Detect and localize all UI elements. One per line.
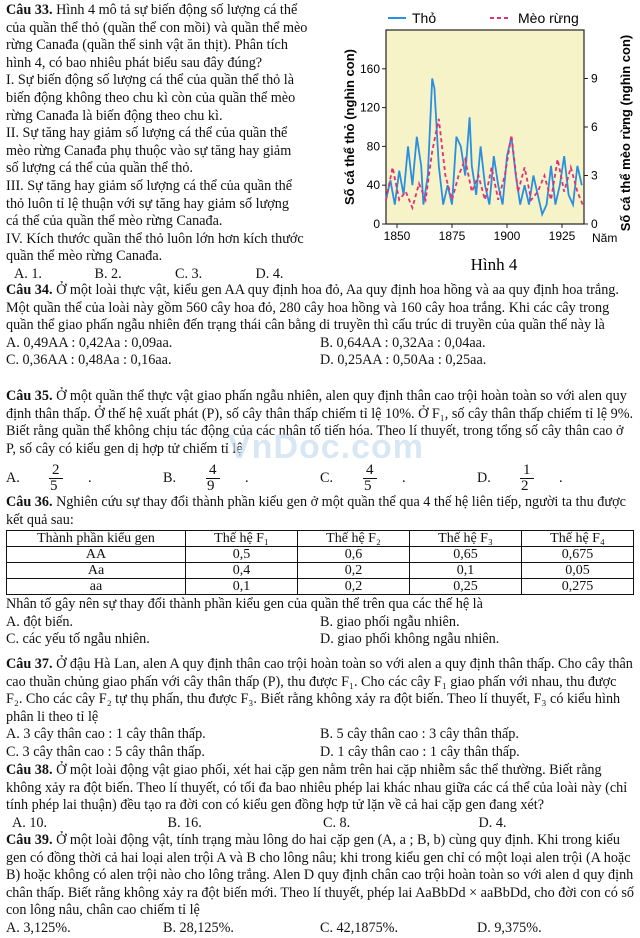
option-a: A. 10. (12, 814, 48, 831)
denominator: 2 (520, 477, 529, 494)
option-letter: C. (320, 469, 334, 486)
denominator: 5 (363, 477, 372, 494)
q36-options-row1 (6, 614, 634, 632)
denominator: 5 (49, 477, 58, 494)
q34-text: Ở một loài thực vật, kiểu gen AA quy định hoa đỏ, Aa quy định hoa hồng và aa quy định hoa trắng. Một quần thể của loài này gồm 560 cây hoa đỏ, 280 cây hoa hồng và 160 cây hoa trắng. Khi các cây trong quần thể giao phấn ngẫu nhiên đến trạng thái cân bằng di truyền thì cấu trúc di truyền của quần thể này là (6, 282, 619, 334)
option-a: A. đột biến. (6, 613, 73, 630)
q38-label: Câu 38. (6, 762, 53, 778)
option-d: D. 4. (478, 814, 507, 831)
table-header: Thế hệ F₂ (298, 531, 410, 547)
watermark: VnDoc.com (228, 428, 425, 466)
y-left-tick-label: 80 (366, 139, 380, 154)
q33-label: Câu 33. (6, 2, 53, 18)
y-left-tick-label: 0 (373, 217, 380, 231)
q33-line: IV. Kích thước quần thể thỏ luôn lớn hơn kích thước (6, 230, 304, 247)
q33-line: II. Sự tăng hay giảm số lượng cá thể của quần thể (6, 125, 288, 142)
question-34 (6, 282, 634, 370)
q33-line: của quần thể thỏ (quần thể con mồi) và quần thể mèo (6, 19, 308, 36)
genotype-table (6, 530, 634, 595)
q33-line: biến động không theo chu kì còn của quần thể mèo (6, 89, 296, 106)
table-cell: 0,25 (410, 579, 522, 595)
q37-label: Câu 37. (6, 656, 53, 672)
option-a: A. 3,125%. (6, 919, 71, 936)
table-row (7, 547, 634, 563)
option-b: B. 28,125%. (163, 919, 234, 936)
option-a: A. 1. (14, 265, 42, 282)
table-cell: 0,5 (186, 547, 298, 563)
q37-options-row2 (6, 744, 634, 762)
y-right-tick-label: 0 (591, 217, 598, 231)
q33-line: quần thể mèo rừng Canađa. (6, 248, 163, 265)
q39-label: Câu 39. (6, 832, 53, 848)
q39-text: Ở một loài động vật, tính trạng màu lông do hai cặp gen (A, a ; B, b) cùng quy định. Khi trong kiểu gen có đồng thời cả hai loại alen trội A và B cho lông nâu; khi trong kiểu gen chỉ có một loại alen trội (A hoặc B) hoặc không có alen trội nào cho lông trắng. Alen D quy định chân cao trội hoàn toàn so với alen d quy định chân thấp. Biết rằng không xảy ra đột biến mới. Theo lí thuyết, phép lai AaBbDd × aaBbDd, cho đời con có số con lông nâu, chân cao chiếm tỉ lệ (6, 832, 634, 919)
y-left-axis-label: Số cá thể thỏ (nghìn con) (342, 49, 357, 205)
option-c: C. 42,1875%. (320, 919, 399, 936)
q33-line: thỏ luôn tỉ lệ thuận với sự tăng hay giảm số lượng (6, 195, 289, 212)
question-39 (6, 832, 634, 938)
table-cell: 0,675 (522, 547, 634, 563)
table-header-row (7, 531, 634, 547)
q33-text: Hình 4 mô tả sự biến động số lượng cá thể (56, 2, 298, 18)
table-row (7, 579, 634, 595)
q38-text: Ở một loài động vật giao phối, xét hai cặp gen nằm trên hai cặp nhiễm sắc thể thường. Biết rằng không xảy ra đột biến. Theo lí thuyết, có tối đa bao nhiêu phép lai khác nhau giữa các cá thể của loài này (chỉ tính phép lai thuận) đều tạo ra đời con có kiểu gen đồng hợp tử lặn về cả hai cặp gen đang xét? (6, 762, 628, 814)
q35-label: Câu 35. (6, 388, 53, 404)
q33-line: III. Sự tăng hay giảm số lượng cá thể của quần thể (6, 177, 293, 194)
q33-line: rừng Canađa là biến động theo chu kì. (6, 107, 223, 124)
table-cell: 0,275 (522, 579, 634, 595)
option-c: C. 3 cây thân cao : 5 cây thân thấp. (6, 743, 205, 760)
denominator: 9 (206, 477, 215, 494)
option-a: A. $\frac{2}{5}$ . (6, 461, 92, 494)
y-left-tick-label: 160 (359, 61, 380, 76)
q34-options-row1 (6, 335, 634, 353)
option-a: A. 0,49AA : 0,42Aa : 0,09aa. (6, 334, 173, 351)
q39-text-wrap (6, 832, 634, 920)
q36-question: Nhân tố gây nên sự thay đổi thành phần kiểu gen của quần thể trên qua các thế hệ là (6, 596, 483, 613)
figure-caption: Hình 4 (470, 255, 518, 274)
table-cell: 0,65 (410, 547, 522, 563)
question-36 (6, 494, 634, 649)
question-38 (6, 762, 634, 832)
x-tick-label: 1925 (548, 229, 576, 243)
q33-line: hình 4, có bao nhiêu phát biểu sau đây đúng? (6, 54, 263, 71)
option-d: D. 0,25AA : 0,50Aa : 0,25aa. (320, 352, 487, 369)
option-d: D. 9,375%. (477, 919, 542, 936)
option-d: D. 4. (255, 265, 284, 282)
q34-text-wrap (6, 282, 634, 335)
x-tick-label: 1900 (493, 229, 521, 243)
table-header: Thành phần kiểu gen (7, 531, 186, 547)
table-cell: 0,6 (298, 547, 410, 563)
table-cell: 0,2 (298, 563, 410, 579)
option-b: B. $\frac{4}{9}$ . (163, 461, 249, 494)
fraction (206, 463, 245, 494)
table-cell: AA (7, 547, 186, 563)
q38-text-wrap (6, 762, 634, 815)
question-33 (6, 2, 336, 284)
q36-label: Câu 36. (6, 494, 53, 510)
x-tick-label: 1875 (438, 229, 466, 243)
legend-label-meo: Mèo rừng (518, 10, 579, 26)
q33-options (6, 266, 336, 284)
q37-text: Ở đậu Hà Lan, alen A quy định thân cao trội hoàn toàn so với alen a quy định thân thấp. Cho cây thân cao thuần chủng giao phấn với cây thân thấp (P), thu được F₁. Cho các cây F₁ giao phấn với nhau, thu được F₂. Cho các cây F₂ tự thụ phấn, thu được F₃. Biết rằng không xảy ra đột biến. Theo lí thuyết, F₃ có kiểu hình phân li theo tỉ lệ (6, 656, 633, 725)
q33-line: số lượng cá thể của quần thể thỏ. (6, 160, 193, 177)
q33-line: I. Sự biến động số lượng cá thể của quần thể thỏ là (6, 72, 295, 89)
table-row (7, 563, 634, 579)
option-b: B. 5 cây thân cao : 3 cây thân thấp. (320, 726, 519, 743)
option-b: B. 0,64AA : 0,32Aa : 0,04aa. (320, 334, 486, 351)
option-letter: D. (477, 469, 491, 486)
table-cell: Aa (7, 563, 186, 579)
q36-text-wrap (6, 494, 634, 529)
question-37 (6, 656, 634, 762)
table-cell: 0,4 (186, 563, 298, 579)
y-left-tick-label: 40 (366, 178, 380, 193)
option-c: C. $\frac{4}{5}$ . (320, 461, 406, 494)
table-cell: 0,1 (410, 563, 522, 579)
q33-line (6, 2, 336, 20)
option-c: C. 8. (323, 814, 351, 831)
legend-label-tho: Thỏ (412, 10, 437, 26)
q39-options (6, 920, 634, 938)
table-cell: 0,05 (522, 563, 634, 579)
option-b: B. giao phối ngẫu nhiên. (320, 613, 460, 630)
table-header: Thế hệ F₃ (410, 531, 522, 547)
option-d: D. giao phối không ngẫu nhiên. (320, 631, 500, 648)
q36-text: Nghiên cứu sự thay đổi thành phần kiểu gen ở một quần thể qua 4 thế hệ liên tiếp, người ta thu được kết quả sau: (6, 494, 626, 528)
option-letter: B. (163, 469, 177, 486)
option-d: D. $\frac{1}{2}$ . (477, 461, 563, 494)
fraction (363, 463, 402, 494)
q37-options-row1 (6, 726, 634, 744)
q34-label: Câu 34. (6, 282, 53, 298)
table-cell: 0,1 (186, 579, 298, 595)
q37-text-wrap (6, 656, 634, 726)
numerator: 1 (520, 463, 534, 479)
option-b: B. 16. (167, 814, 202, 831)
q35-text: Ở một quần thể thực vật giao phấn ngẫu nhiên, alen quy định thân cao trội hoàn toàn so với alen quy định thân thấp. Ở thế hệ xuất phát (P), số cây thân thấp chiếm tỉ lệ 10%. Ở F₁, số cây thân thấp chiếm tỉ lệ 9%. Biết rằng quần thể không chịu tác động của các nhân tố tiến hóa. Theo lí thuyết, trong tổng số cây thân cao ở P, số cây có kiểu gen dị hợp tử chiếm tỉ lệ (6, 388, 634, 457)
option-c: C. 0,36AA : 0,48Aa : 0,16aa. (6, 352, 172, 369)
table-header: Thế hệ F₁ (186, 531, 298, 547)
option-a: A. 3 cây thân cao : 1 cây thân thấp. (6, 726, 206, 743)
q36-options-row2 (6, 631, 634, 649)
q33-line: rừng Canađa (quần thể sinh vật ăn thịt). Phân tích (6, 37, 288, 54)
y-right-tick-label: 9 (591, 71, 598, 86)
numerator: 4 (363, 463, 377, 479)
option-letter: A. (6, 469, 20, 486)
q33-line: cá thể của quần thể mèo rừng Canađa. (6, 213, 223, 230)
x-axis-label: Năm (592, 231, 618, 245)
fraction (520, 463, 559, 494)
figure-4-chart (340, 4, 638, 274)
numerator: 2 (49, 463, 63, 479)
table-cell: 0,2 (298, 579, 410, 595)
y-right-tick-label: 3 (591, 168, 598, 183)
option-c: C. 3. (175, 265, 203, 282)
y-right-axis-label: Số cá thể mèo rừng (nghìn con) (618, 34, 633, 232)
y-right-tick-label: 6 (591, 120, 598, 134)
fraction (49, 463, 88, 494)
numerator: 4 (206, 463, 220, 479)
option-d: D. 1 cây thân cao : 1 cây thân thấp. (320, 743, 520, 760)
x-tick-label: 1850 (383, 229, 411, 243)
q34-options-row2 (6, 352, 634, 370)
q33-line: mèo rừng Canađa phụ thuộc vào sự tăng hay giảm (6, 142, 292, 159)
option-c: C. các yếu tố ngẫu nhiên. (6, 631, 150, 648)
table-header: Thế hệ F₄ (522, 531, 634, 547)
q38-options (6, 815, 634, 833)
option-b: B. 2. (94, 265, 122, 282)
y-left-tick-label: 120 (359, 100, 380, 115)
table-cell: aa (7, 579, 186, 595)
